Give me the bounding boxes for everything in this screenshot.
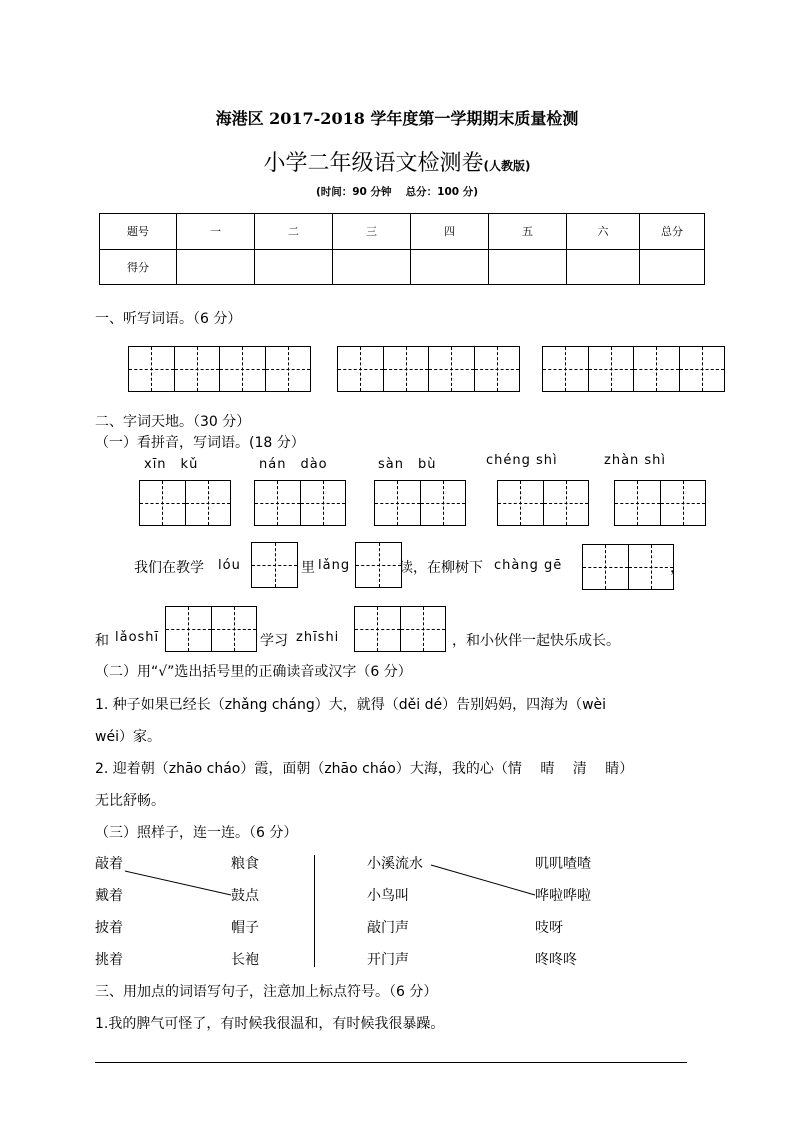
paper-title-text: 小学二年级语文检测卷: [263, 151, 484, 176]
score-header-cell: 四: [411, 214, 489, 250]
match-item[interactable]: 叽叽喳喳: [535, 856, 591, 872]
sentence-pinyin: chàng gē: [494, 558, 563, 573]
score-cell[interactable]: [177, 249, 255, 285]
pinyin-label: sàn bù: [378, 457, 437, 472]
score-header-cell: 三: [333, 214, 411, 250]
match-item[interactable]: 敲门声: [367, 920, 409, 936]
word-grid-nandao[interactable]: [254, 480, 346, 526]
sentence-text: 和: [95, 633, 109, 649]
pinyin-label: zhàn shì: [604, 453, 667, 468]
part1-title: （一）看拼音，写词语。(18 分）: [95, 435, 305, 451]
question-text: 1.我的脾气可怪了，有时候我很温和，有时候我很暴躁。: [95, 1016, 445, 1032]
sentence-grid-laoshi[interactable]: [165, 606, 257, 652]
answer-line[interactable]: [95, 1062, 687, 1063]
match-item[interactable]: 小溪流水: [367, 856, 423, 872]
section3-title: 三、用加点的词语写句子，注意加上标点符号。（6 分）: [95, 984, 438, 1000]
score-cell[interactable]: [567, 249, 640, 285]
score-header-cell: 六: [567, 214, 640, 250]
section2-title: 二、字词天地。（30 分）: [95, 414, 251, 430]
score-row-label: 得分: [100, 249, 177, 285]
dictation-grid-1[interactable]: [128, 346, 311, 392]
section1-title: 一、听写词语。（6 分）: [95, 311, 242, 327]
question-text: 1. 种子如果已经长（zhǎng cháng）大，就得（děi dé）告别妈妈，四海为（wèi: [95, 697, 607, 713]
sentence-text: 学习: [260, 633, 288, 649]
sentence-text: 里: [301, 560, 315, 576]
pinyin-label: chéng shì: [486, 453, 558, 468]
match-item[interactable]: 开门声: [367, 952, 409, 968]
pinyin-label: xīn kǔ: [144, 457, 199, 472]
edition-label: (人教版): [483, 159, 531, 173]
part2-title: （二）用“√”选出括号里的正确读音或汉字（6 分）: [95, 664, 412, 680]
score-header-cell: 题号: [100, 214, 177, 250]
sentence-text: 我们在教学: [134, 560, 204, 576]
exam-title: 海港区 2017-2018 学年度第一学期期末质量检测: [215, 109, 579, 128]
word-grid-sanbu[interactable]: [374, 480, 466, 526]
question-text: wéi）家。: [95, 729, 161, 745]
match-item[interactable]: 哗啦哗啦: [535, 888, 591, 904]
word-grid-xinku[interactable]: [139, 480, 231, 526]
word-grid-zhanshi[interactable]: [614, 480, 706, 526]
match-item[interactable]: 敲着: [95, 856, 123, 872]
sentence-grid-changge[interactable]: [582, 544, 674, 590]
match-item[interactable]: 戴着: [95, 888, 123, 904]
sentence-grid-lou[interactable]: [251, 542, 298, 588]
paper-title: [0, 146, 794, 177]
sentence-pinyin: lóu: [218, 558, 241, 573]
connector-line-right: [431, 865, 535, 895]
word-grid-chengshi[interactable]: [497, 480, 589, 526]
sentence-grid-lang[interactable]: [355, 542, 402, 588]
time-score-info: (时间：90 分钟 总分：100 分): [315, 186, 479, 198]
score-header-cell: 总分: [640, 214, 705, 250]
connector-line-left: [125, 871, 231, 895]
match-item[interactable]: 粮食: [231, 856, 259, 872]
sentence-pinyin: lǎoshī: [115, 630, 160, 645]
score-cell[interactable]: [255, 249, 333, 285]
pinyin-label: nán dào: [259, 457, 328, 472]
score-header-cell: 一: [177, 214, 255, 250]
score-table-header-row: [100, 214, 705, 250]
sentence-text: 读，在柳树下: [399, 560, 483, 576]
question-text: 无比舒畅。: [95, 793, 165, 809]
score-table-score-row: [100, 249, 705, 285]
score-header-cell: 五: [489, 214, 567, 250]
match-item[interactable]: 小鸟叫: [367, 888, 409, 904]
dictation-grid-3[interactable]: [542, 346, 725, 392]
sentence-text: ，: [670, 560, 684, 576]
sentence-pinyin: lǎng: [318, 558, 351, 573]
match-item[interactable]: 披着: [95, 920, 123, 936]
match-item[interactable]: 长袍: [231, 952, 259, 968]
sentence-text: ，和小伙伴一起快乐成长。: [452, 633, 620, 649]
column-divider: [314, 855, 315, 967]
match-item[interactable]: 吱呀: [535, 920, 563, 936]
score-cell[interactable]: [333, 249, 411, 285]
dictation-grid-2[interactable]: [337, 346, 520, 392]
question-text: 2. 迎着朝（zhāo cháo）霞，面朝（zhāo cháo）大海，我的心（情 晴 清 睛）: [95, 761, 634, 777]
score-cell[interactable]: [489, 249, 567, 285]
score-cell[interactable]: [411, 249, 489, 285]
match-item[interactable]: 鼓点: [231, 888, 259, 904]
score-cell[interactable]: [640, 249, 705, 285]
match-item[interactable]: 挑着: [95, 952, 123, 968]
part3-title: （三）照样子，连一连。（6 分）: [95, 825, 298, 841]
match-item[interactable]: 帽子: [231, 920, 259, 936]
sentence-pinyin: zhīshi: [296, 630, 340, 645]
match-item[interactable]: 咚咚咚: [535, 952, 577, 968]
sentence-grid-zhishi[interactable]: [354, 606, 446, 652]
score-table: [99, 213, 705, 285]
score-header-cell: 二: [255, 214, 333, 250]
